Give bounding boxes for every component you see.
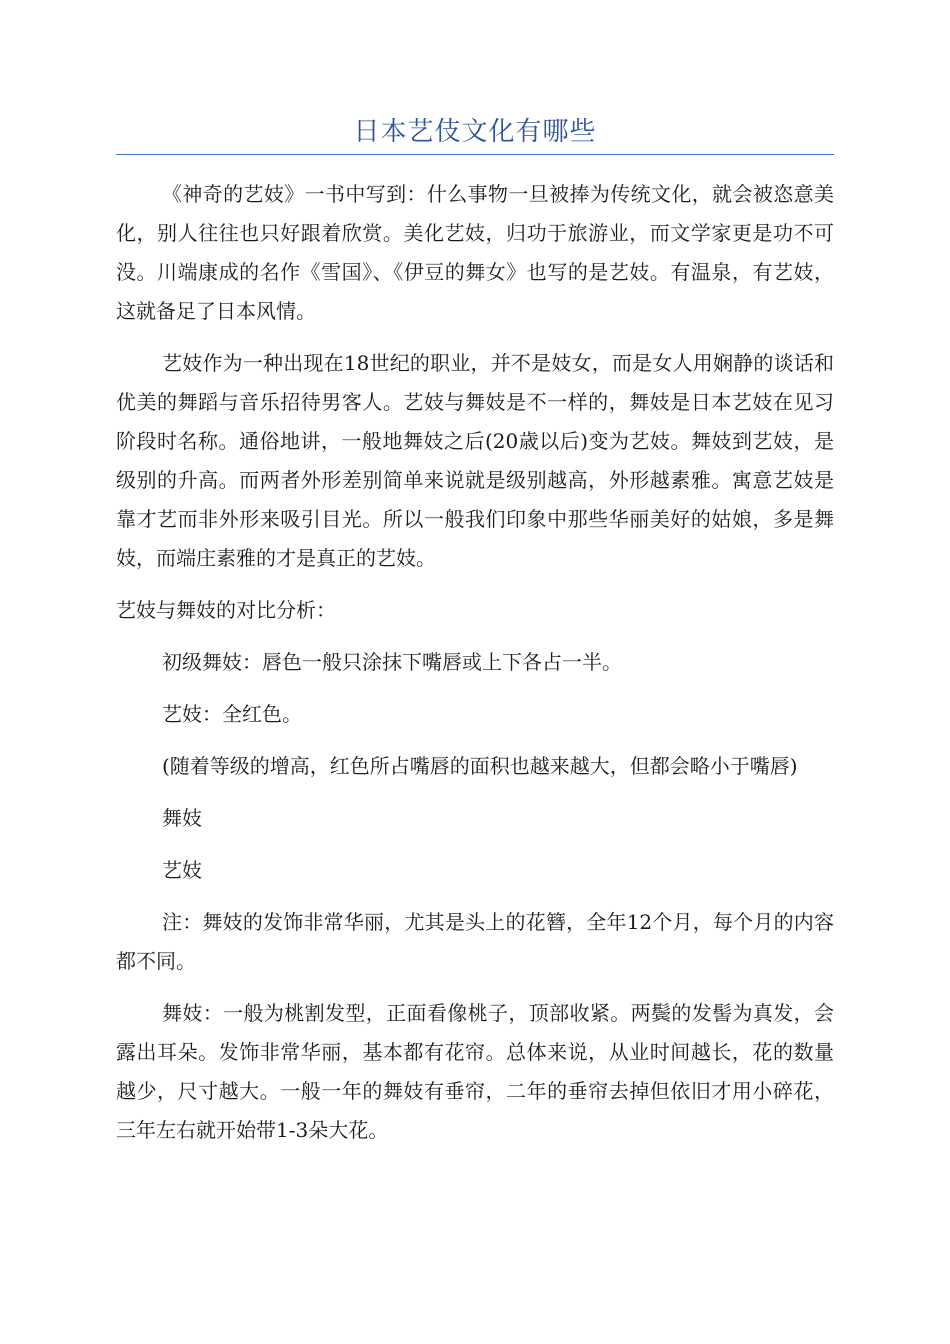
paragraph-hair-note: 注：舞妓的发饰非常华丽，尤其是头上的花簪，全年12个月，每个月的内容都不同。 <box>116 910 834 973</box>
title-underline <box>116 154 834 155</box>
paragraph-maiko-hair: 舞妓：一般为桃割发型，正面看像桃子，顶部收紧。两鬓的发髻为真发，会露出耳朵。发饰非常华丽，基本都有花帘。总体来说，从业时间越长，花的数量越少，尺寸越大。一般一年的舞妓有垂帘，二年的垂帘去掉但依旧才用小碎花，三年左右就开始带1-3朵大花。 <box>116 1001 834 1142</box>
document-title: 日本艺伎文化有哪些 <box>353 117 597 147</box>
paragraph-geiko-lips: 艺妓：全红色。 <box>162 702 302 726</box>
paragraph-maiko-label: 舞妓 <box>162 806 202 830</box>
paragraph-maiko-lips: 初级舞妓：唇色一般只涂抹下嘴唇或上下各占一半。 <box>162 650 622 674</box>
paragraph-geisha-profession: 艺妓作为一种出现在18世纪的职业，并不是妓女，而是女人用娴静的谈话和优美的舞蹈与音乐招待男客人。艺妓与舞妓是不一样的，舞妓是日本艺妓在见习阶段时名称。通俗地讲，一般地舞妓之后(20歳以后)变为艺妓。舞妓到艺妓，是级别的升高。而两者外形差别简单来说就是级别越高，外形越素雅。寓意艺妓是靠才艺而非外形来吸引目光。所以一般我们印象中那些华丽美好的姑娘，多是舞妓，而端庄素雅的才是真正的艺妓。 <box>116 351 834 570</box>
paragraph-comparison-heading: 艺妓与舞妓的对比分析： <box>116 598 336 622</box>
paragraph-geiko-label: 艺妓 <box>162 858 202 882</box>
paragraph-lip-note: (随着等级的增高，红色所占嘴唇的面积也越来越大，但都会略小于嘴唇) <box>162 754 798 778</box>
document-body <box>116 175 834 1163</box>
paragraph-intro: 《神奇的艺妓》一书中写到：什么事物一旦被捧为传统文化，就会被恣意美化，别人往往也只好跟着欣赏。美化艺妓，归功于旅游业，而文学家更是功不可没。川端康成的名作《雪国》、《伊豆的舞女》也写的是艺妓。有温泉，有艺妓，这就备足了日本风情。 <box>116 182 834 323</box>
